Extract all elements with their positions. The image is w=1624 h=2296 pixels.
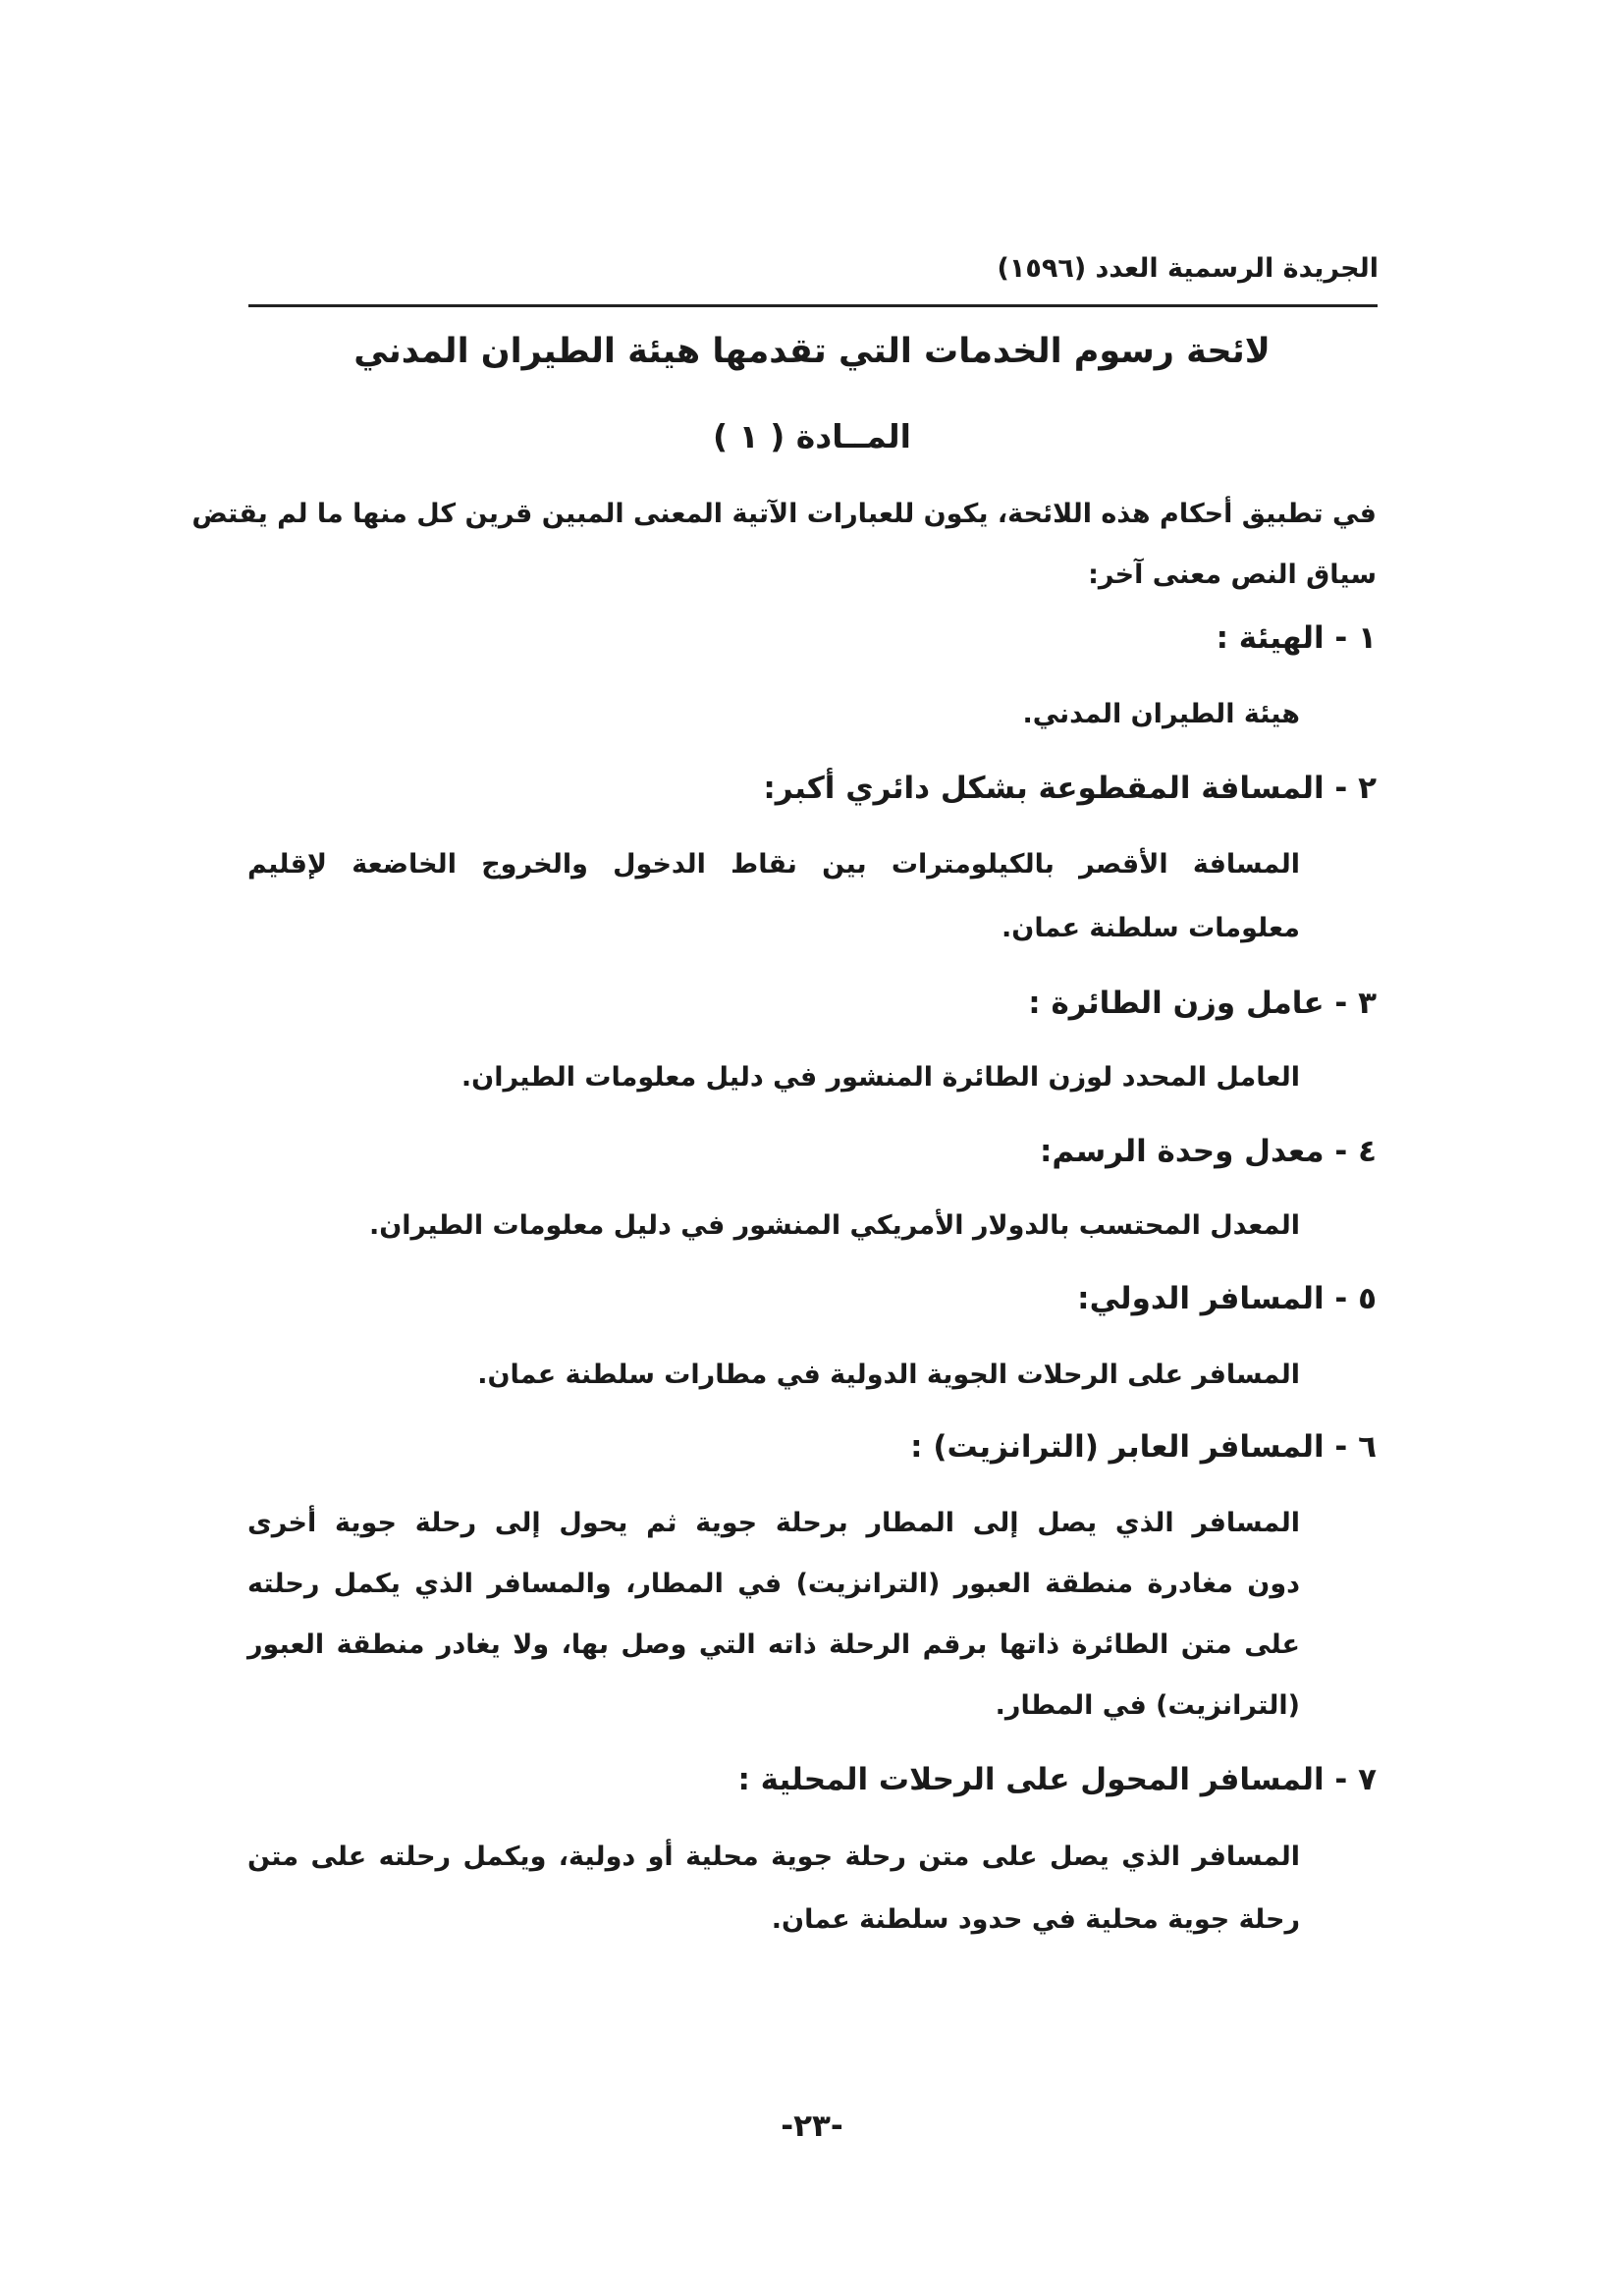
definition-term: ٢ - المسافة المقطوعة بشكل دائري أكبر: <box>763 771 1377 806</box>
intro-line: سياق النص معنى آخر: <box>1088 560 1377 590</box>
intro-line: في تطبيق أحكام هذه اللائحة، يكون للعبارات الآتية المعنى المبين قرين كل منها ما لم يقتض <box>191 499 1377 529</box>
document-title: لائحة رسوم الخدمات التي تقدمها هيئة الطيران المدني <box>353 332 1271 371</box>
definition-term: ٦ - المسافر العابر (الترانزيت) : <box>910 1429 1377 1465</box>
definition-text: معلومات سلطنة عمان. <box>1001 913 1300 943</box>
definition-text: المسافر على الرحلات الجوية الدولية في مطارات سلطنة عمان. <box>477 1360 1300 1390</box>
definition-term: ٥ - المسافر الدولي: <box>1077 1281 1377 1316</box>
definition-term: ٧ - المسافر المحول على الرحلات المحلية : <box>737 1762 1377 1797</box>
definition-term: ٣ - عامل وزن الطائرة : <box>1028 986 1377 1021</box>
definition-text: على متن الطائرة ذاتها برقم الرحلة ذاته التي وصل بها، ولا يغادر منطقة العبور <box>247 1629 1300 1660</box>
header-divider <box>248 304 1378 307</box>
definition-text: المسافر الذي يصل على متن رحلة جوية محلية أو دولية، ويكمل رحلته على متن <box>247 1842 1300 1872</box>
definition-text: رحلة جوية محلية في حدود سلطنة عمان. <box>771 1904 1300 1935</box>
definition-text: المسافر الذي يصل إلى المطار برحلة جوية ثم يحول إلى رحلة جوية أخرى <box>247 1508 1300 1538</box>
page-number: -٢٣- <box>781 2109 843 2144</box>
article-heading: المــادة ( ١ ) <box>713 417 911 455</box>
definition-text: هيئة الطيران المدني. <box>1022 699 1300 729</box>
definition-text: المسافة الأقصر بالكيلومترات بين نقاط الدخول والخروج الخاضعة لإقليم <box>247 849 1300 880</box>
definition-term: ٤ - معدل وحدة الرسم: <box>1039 1134 1377 1169</box>
definition-text: المعدل المحتسب بالدولار الأمريكي المنشور في دليل معلومات الطيران. <box>369 1210 1300 1241</box>
definition-term: ١ - الهيئة : <box>1216 620 1377 656</box>
gazette-header: الجريدة الرسمية العدد (١٥٩٦) <box>997 253 1379 284</box>
definition-text: (الترانزيت) في المطار. <box>995 1690 1300 1721</box>
definition-text: العامل المحدد لوزن الطائرة المنشور في دليل معلومات الطيران. <box>460 1062 1300 1093</box>
definition-text: دون مغادرة منطقة العبور (الترانزيت) في المطار، والمسافر الذي يكمل رحلته <box>247 1569 1300 1599</box>
